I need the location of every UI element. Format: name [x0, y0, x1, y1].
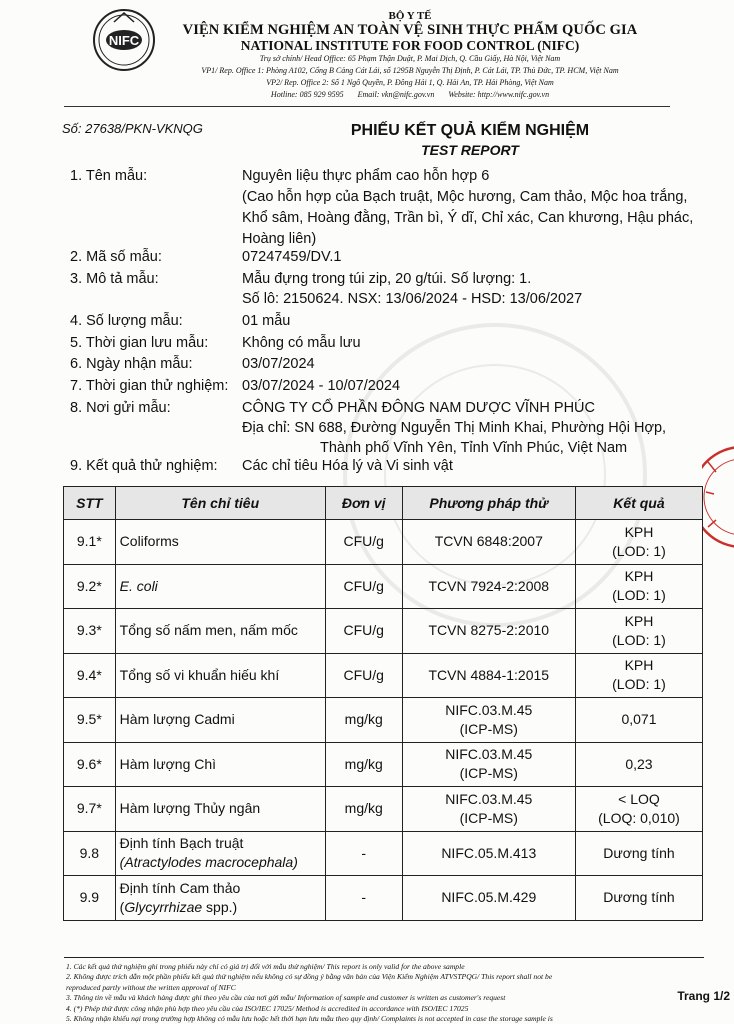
row-unit: CFU/g — [325, 609, 402, 654]
method-line-2: (ICP-MS) — [459, 809, 518, 826]
result-line-1: KPH — [624, 657, 654, 674]
office-1: VP1/ Rep. Office 1: Phòng A102, Cổng B Cảng Cát Lái, số 1295B Nguyễn Thị Định, P. Cát Lái, TP. Thủ Đức, TP. HCM, Việt Nam — [201, 66, 619, 75]
header-stt: STT — [64, 487, 116, 520]
method-line-1: NIFC.03.M.45 — [445, 746, 533, 763]
logo-text: NIFC — [108, 33, 140, 48]
result-summary — [70, 456, 730, 478]
test-period-value: 03/07/2024 - 10/07/2024 — [242, 378, 401, 394]
ministry-name: BỘ Y TẾ — [388, 10, 432, 22]
latin-rest: spp.) — [202, 898, 238, 915]
row-stt: 9.7* — [64, 787, 116, 832]
sender-address-1: Địa chỉ: SN 688, Đường Nguyễn Thị Minh Khai, Phường Hội Hợp, — [242, 420, 667, 436]
result-line-2: (LOD: 1) — [612, 542, 666, 559]
received-value: 03/07/2024 — [242, 356, 315, 372]
header-result: Kết quả — [575, 487, 702, 520]
footnote: 3. Thông tin về mẫu và khách hàng được ghi theo yêu cầu của nơi gửi mẫu/ Information of sample and customer is written as customer's request — [66, 993, 506, 1003]
sample-name-detail: (Cao hỗn hợp của Bạch truật, Mộc hương, Cam thảo, Mộc hoa trắng, Khổ sâm, Hoàng đằng, Trần bì, Ý dĩ, Chỉ xác, Can khương, Hậu phác, Hoàng liên) — [242, 189, 694, 247]
result-line-1: < LOQ — [618, 790, 660, 807]
result-line-2: (LOD: 1) — [612, 676, 666, 693]
table-row — [64, 742, 703, 787]
row-result: 0,23 — [575, 742, 702, 787]
result-label: 9. Kết quả thử nghiệm: — [70, 458, 218, 474]
latin-genus: Glycyrrhizae — [124, 898, 203, 915]
table-row — [64, 787, 703, 832]
method-line-1: NIFC.03.M.45 — [445, 701, 533, 718]
row-method: TCVN 6848:2007 — [402, 520, 575, 565]
institute-name-en: NATIONAL INSTITUTE FOR FOOD CONTROL (NIFC) — [240, 38, 580, 53]
row-unit: CFU/g — [325, 520, 402, 565]
row-method: NIFC.05.M.413 — [402, 831, 575, 876]
sample-name-value: Nguyên liệu thực phẩm cao hỗn hợp 6 — [242, 168, 490, 184]
title-vi: PHIẾU KẾT QUẢ KIỂM NGHIỆM — [350, 122, 590, 139]
result-line-2: (LOD: 1) — [612, 587, 666, 604]
row-result: Dương tính — [575, 831, 702, 876]
row-stt: 9.1* — [64, 520, 116, 565]
row-unit: mg/kg — [325, 787, 402, 832]
result-line-1: KPH — [624, 568, 654, 585]
description-line-2: Số lô: 2150624. NSX: 13/06/2024 - HSD: 13/06/2027 — [242, 291, 583, 307]
row-result: Dương tính — [575, 876, 702, 921]
footnote: 1. Các kết quả thử nghiệm ghi trong phiếu này chỉ có giá trị đối với mẫu thử nghiệm/ This report is only valid for the above sample — [66, 962, 465, 971]
row-stt: 9.4* — [64, 653, 116, 698]
institute-name-vi: VIỆN KIỂM NGHIỆM AN TOÀN VỆ SINH THỰC PHẨM QUỐC GIA — [182, 22, 638, 38]
parameter-line-1: Định tính Bạch truật — [119, 835, 244, 852]
row-method — [402, 698, 575, 743]
table-header-row — [64, 487, 703, 520]
row-unit: mg/kg — [325, 698, 402, 743]
table-row — [64, 831, 703, 876]
table-row — [64, 564, 703, 609]
footnote: 5. Không nhận khiếu nại trong trường hợp không có mẫu lưu hoặc hết thời hạn lưu mẫu theo quy định/ Complaints is not accepted in case the storage sample is — [66, 1014, 553, 1024]
test-period-label: 7. Thời gian thử nghiệm: — [70, 378, 229, 394]
document-number: Số: 27638/PKN-VKNQG — [62, 121, 203, 136]
sender-company: CÔNG TY CỔ PHẦN ĐÔNG NAM DƯỢC VĨNH PHÚC — [242, 400, 595, 416]
footnotes — [66, 962, 706, 1024]
row-method — [402, 742, 575, 787]
header-unit: Đơn vị — [325, 487, 402, 520]
row-stt: 9.5* — [64, 698, 116, 743]
row-parameter: Hàm lượng Cadmi — [115, 698, 325, 743]
row-stt: 9.9 — [64, 876, 116, 921]
row-unit: - — [325, 876, 402, 921]
parameter-line-1: Định tính Cam thảo — [119, 879, 241, 896]
header-divider — [64, 106, 670, 107]
report-title — [300, 121, 640, 159]
row-method: TCVN 7924-2:2008 — [402, 564, 575, 609]
retention-label: 5. Thời gian lưu mẫu: — [70, 335, 209, 351]
method-line-2: (ICP-MS) — [459, 765, 518, 782]
sender-address-2: Thành phố Vĩnh Yên, Tỉnh Vĩnh Phúc, Việt Nam — [320, 440, 628, 456]
quantity-label: 4. Số lượng mẫu: — [70, 313, 183, 329]
row-result — [575, 787, 702, 832]
row-parameter — [115, 831, 325, 876]
footnote: 4. (*) Phép thử được công nhận phù hợp theo yêu cầu của ISO/IEC 17025/ Method is accredited in accordance with ISO/IEC 17025 — [66, 1003, 469, 1013]
footer-divider — [64, 957, 704, 958]
footnote: 2. Không được trích dẫn một phần phiếu kết quả thử nghiệm nếu không có sự đồng ý bằng văn bản của Viện Kiểm Nghiệm ATVSTPQG/ This report shall not be — [66, 972, 553, 982]
row-result — [575, 520, 702, 565]
table-row — [64, 609, 703, 654]
row-parameter: Hàm lượng Thủy ngân — [115, 787, 325, 832]
sender-label: 8. Nơi gửi mẫu: — [70, 400, 171, 416]
description-label: 3. Mô tả mẫu: — [70, 271, 159, 287]
result-line-1: KPH — [624, 612, 654, 629]
footnote: reproduced partly without the written approval of NIFC — [66, 982, 236, 992]
row-method — [402, 787, 575, 832]
result-value: Các chỉ tiêu Hóa lý và Vi sinh vật — [242, 458, 453, 474]
results-table — [63, 486, 703, 921]
header-method: Phương pháp thử — [402, 487, 575, 520]
method-line-2: (ICP-MS) — [459, 720, 518, 737]
row-stt: 9.8 — [64, 831, 116, 876]
row-unit: CFU/g — [325, 564, 402, 609]
office-2: VP2/ Rep. Office 2: Số 1 Ngô Quyền, P. Đông Hải 1, Q. Hải An, TP. Hải Phòng, Việt Nam — [266, 78, 554, 87]
row-stt: 9.6* — [64, 742, 116, 787]
hotline: Hotline: 085 929 9595 — [270, 90, 344, 99]
row-method: TCVN 8275-2:2010 — [402, 609, 575, 654]
head-office: Trụ sở chính/ Head Office: 65 Phạm Thận Duật, P. Mai Dịch, Q. Cầu Giấy, Hà Nội, Việt Nam — [259, 54, 561, 63]
row-parameter: Hàm lượng Chì — [115, 742, 325, 787]
page-number: Trang 1/2 — [677, 989, 730, 1003]
parameter-latin-name: (Atractylodes macrocephala) — [119, 854, 298, 871]
row-method: TCVN 4884-1:2015 — [402, 653, 575, 698]
row-parameter: Tổng số nấm men, nấm mốc — [115, 609, 325, 654]
method-line-1: NIFC.03.M.45 — [445, 790, 533, 807]
latin-open: ( — [119, 898, 125, 915]
row-parameter: Coliforms — [115, 520, 325, 565]
sample-info — [70, 166, 730, 466]
email: Email: vkn@nifc.gov.vn — [357, 90, 435, 99]
row-result — [575, 564, 702, 609]
sample-code-value: 07247459/DV.1 — [242, 249, 342, 265]
result-line-2: (LOQ: 0,010) — [598, 809, 680, 826]
table-row — [64, 876, 703, 921]
table-row — [64, 653, 703, 698]
website: Website: http://www.nifc.gov.vn — [448, 90, 550, 99]
title-en: TEST REPORT — [421, 142, 519, 158]
table-row — [64, 520, 703, 565]
row-unit: CFU/g — [325, 653, 402, 698]
row-result — [575, 653, 702, 698]
retention-value: Không có mẫu lưu — [242, 335, 361, 351]
quantity-value: 01 mẫu — [242, 313, 291, 329]
header-parameter: Tên chỉ tiêu — [115, 487, 325, 520]
row-result — [575, 609, 702, 654]
row-unit: - — [325, 831, 402, 876]
row-stt: 9.2* — [64, 564, 116, 609]
row-unit: mg/kg — [325, 742, 402, 787]
result-line-1: KPH — [624, 523, 654, 540]
row-method: NIFC.05.M.429 — [402, 876, 575, 921]
result-line-2: (LOD: 1) — [612, 631, 666, 648]
parameter-latin-name — [120, 898, 321, 917]
received-label: 6. Ngày nhận mẫu: — [70, 356, 193, 372]
row-parameter: Tổng số vi khuẩn hiếu khí — [115, 653, 325, 698]
sample-code-label: 2. Mã số mẫu: — [70, 249, 162, 265]
row-parameter: E. coli — [115, 564, 325, 609]
letterhead — [0, 0, 734, 112]
row-stt: 9.3* — [64, 609, 116, 654]
row-parameter — [115, 876, 325, 921]
table-row — [64, 698, 703, 743]
description-line-1: Mẫu đựng trong túi zip, 20 g/túi. Số lượng: 1. — [242, 271, 532, 287]
sample-name-label: 1. Tên mẫu: — [70, 168, 148, 184]
contact-line — [140, 89, 680, 101]
row-result: 0,071 — [575, 698, 702, 743]
